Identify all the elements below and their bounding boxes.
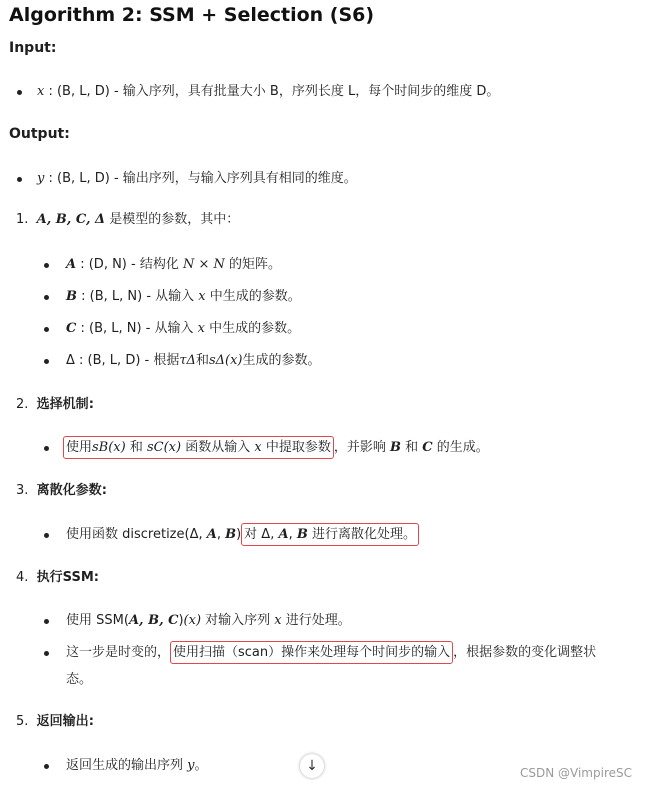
param-delta-item: Δ : (B, L, D) - 根据τΔ和sΔ(x)生成的参数。 — [66, 353, 321, 368]
bullet — [44, 295, 49, 300]
watermark: CSDN @VimpireSC — [520, 766, 632, 780]
param-a-item: A : (D, N) - 结构化 N × N 的矩阵。 — [66, 257, 282, 272]
algorithm-title: Algorithm 2: SSM + Selection (S6) — [9, 4, 375, 26]
time-varying-item-continued: 态。 — [66, 672, 93, 687]
param-c-item: C : (B, L, N) - 从输入 x 中生成的参数。 — [66, 321, 301, 336]
bullet — [44, 263, 49, 268]
selection-item: 使用sB(x) 和 sC(x) 函数从输入 x 中提取参数 ，并影响 B 和 C 的生成。 — [63, 439, 489, 457]
input-item: x : (B, L, D) - 输入序列，具有批量大小 B，序列长度 L，每个时间步的维度 D。 — [37, 84, 500, 99]
arrow-down-icon: ↓ — [306, 758, 318, 774]
bullet — [17, 177, 22, 182]
bullet — [17, 90, 22, 95]
time-varying-item: 这一步是时变的， 使用扫描（scan）操作来处理每个时间步的输入 ，根据参数的变化调整状 — [66, 644, 596, 662]
step-1-heading: 1. A, B, C, Δ 是模型的参数，其中： — [16, 212, 240, 227]
bullet — [44, 533, 49, 538]
highlight-box: 对 Δ, A, B 进行离散化处理。 — [241, 523, 419, 546]
bullet — [44, 446, 49, 451]
step-3-heading: 3. 离散化参数: — [16, 483, 107, 498]
step-5-heading: 5. 返回输出: — [16, 714, 94, 729]
bullet — [44, 359, 49, 364]
output-label: Output: — [9, 126, 70, 142]
step-4-heading: 4. 执行SSM: — [16, 570, 99, 585]
discretize-item: 使用函数 discretize(Δ, A, B) 对 Δ, A, B 进行离散化处理。 — [66, 526, 419, 544]
input-label: Input: — [9, 40, 57, 56]
highlight-box: 使用sB(x) 和 sC(x) 函数从输入 x 中提取参数 — [63, 436, 334, 459]
highlight-box: 使用扫描（scan）操作来处理每个时间步的输入 — [170, 641, 453, 664]
scroll-down-button[interactable] — [300, 754, 324, 778]
bullet — [44, 764, 49, 769]
param-b-item: B : (B, L, N) - 从输入 x 中生成的参数。 — [66, 289, 301, 304]
bullet — [44, 619, 49, 624]
step-2-heading: 2. 选择机制: — [16, 397, 94, 412]
return-item: 返回生成的输出序列 y。 — [66, 758, 208, 773]
output-item: y : (B, L, D) - 输出序列，与输入序列具有相同的维度。 — [37, 171, 357, 186]
ssm-item: 使用 SSM(A, B, C)(x) 对输入序列 x 进行处理。 — [66, 613, 351, 628]
bullet — [44, 327, 49, 332]
bullet — [44, 651, 49, 656]
